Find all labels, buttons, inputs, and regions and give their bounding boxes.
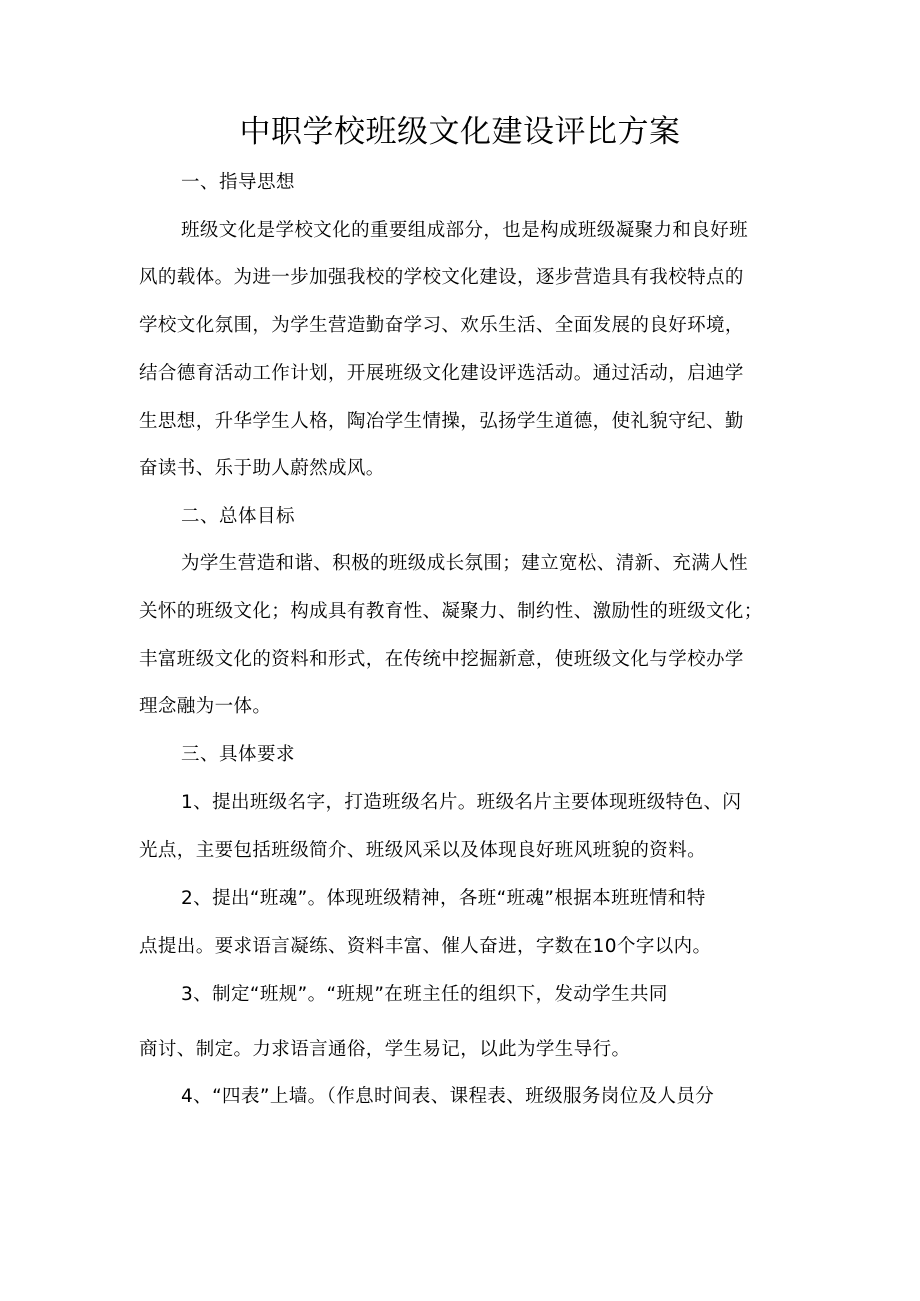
section-heading-requirements: 三、具体要求 xyxy=(181,744,296,765)
document-title: 中职学校班级文化建设评比方案 xyxy=(239,114,681,150)
paragraph-line: 班级文化是学校文化的重要组成部分，也是构成班级凝聚力和良好班 xyxy=(181,220,749,241)
paragraph-line: 生思想，升华学生人格，陶冶学生情操，弘扬学生道德，使礼貌守纪、勤 xyxy=(139,411,744,432)
paragraph-line: 1、提出班级名字，打造班级名片。班级名片主要体现班级特色、闪 xyxy=(181,792,742,813)
paragraph-line: 3、制定“班规”。“班规”在班主任的组织下，发动学生共同 xyxy=(181,984,668,1005)
paragraph-line: 2、提出“班魂”。体现班级精神，各班“班魂”根据本班班情和特 xyxy=(181,888,706,909)
paragraph-line: 点提出。要求语言凝练、资料丰富、催人奋进，字数在10个字以内。 xyxy=(139,936,712,957)
paragraph-line: 风的载体。为进一步加强我校的学校文化建设，逐步营造具有我校特点的 xyxy=(139,267,744,288)
paragraph-line: 丰富班级文化的资料和形式，在传统中挖掘新意，使班级文化与学校办学 xyxy=(139,649,744,670)
section-heading-overall-goal: 二、总体目标 xyxy=(181,506,296,527)
paragraph-line: 学校文化氛围，为学生营造勤奋学习、欢乐生活、全面发展的良好环境， xyxy=(139,315,744,336)
paragraph-line: 奋读书、乐于助人蔚然成风。 xyxy=(139,458,385,479)
paragraph-line: 4、“四表”上墙。（作息时间表、课程表、班级服务岗位及人员分 xyxy=(181,1086,715,1107)
paragraph-line: 关怀的班级文化；构成具有教育性、凝聚力、制约性、激励性的班级文化； xyxy=(139,601,763,622)
paragraph-line: 结合德育活动工作计划，开展班级文化建设评选活动。通过活动，启迪学 xyxy=(139,363,744,384)
section-heading-guiding-thought: 一、指导思想 xyxy=(181,172,296,193)
paragraph-line: 商讨、制定。力求语言通俗，学生易记，以此为学生导行。 xyxy=(139,1039,631,1060)
paragraph-line: 光点，主要包括班级简介、班级风采以及体现良好班风班貌的资料。 xyxy=(139,840,707,861)
paragraph-line: 理念融为一体。 xyxy=(139,696,272,717)
paragraph-line: 为学生营造和谐、积极的班级成长氛围；建立宽松、清新、充满人性 xyxy=(181,553,749,574)
